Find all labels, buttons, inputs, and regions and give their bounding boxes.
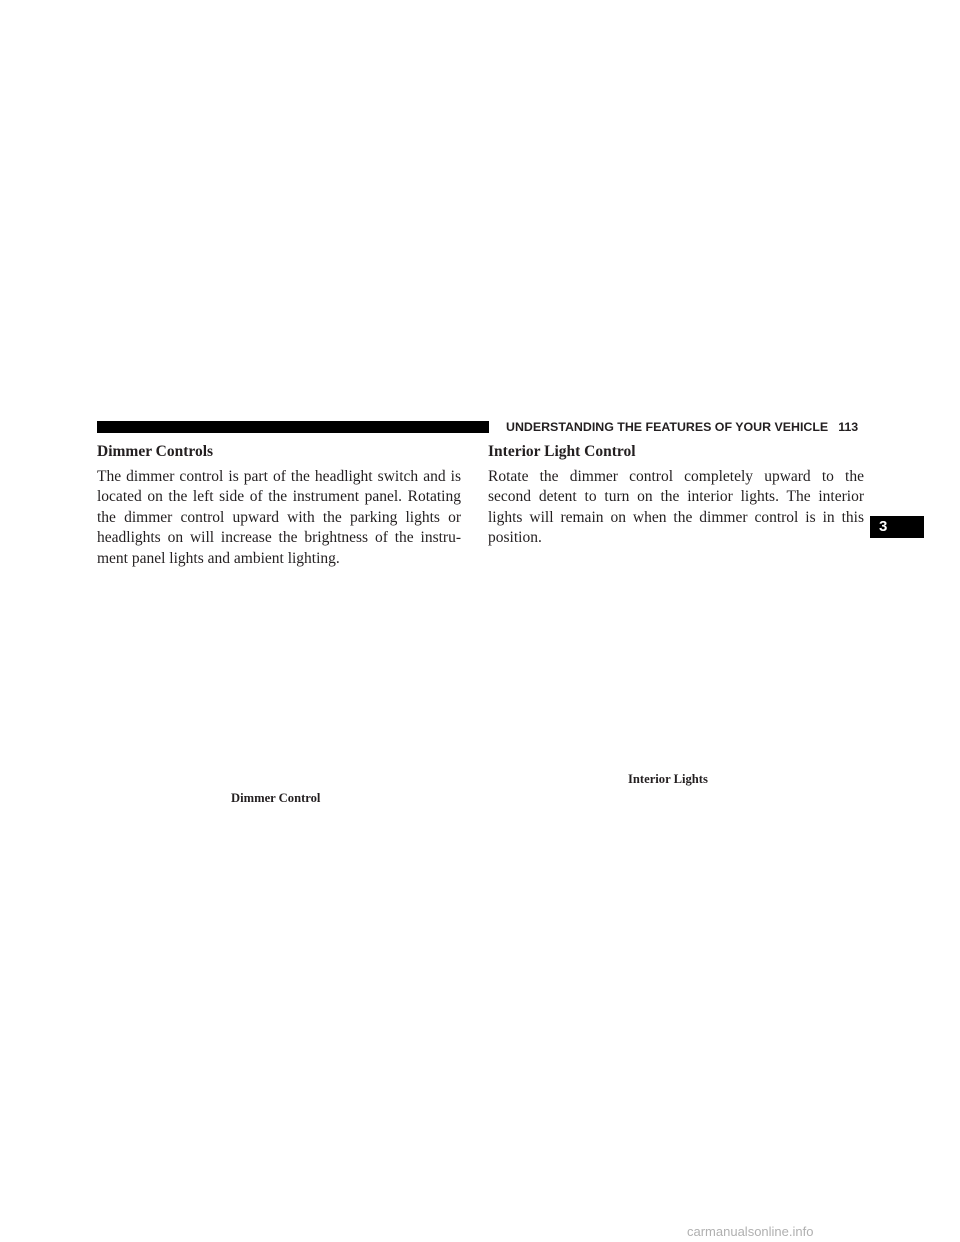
paragraph-line: second detent to turn on the interior lights. The interior — [488, 488, 864, 506]
figure-caption-dimmer-control: Dimmer Control — [231, 791, 321, 805]
paragraph-dimmer-controls — [97, 467, 461, 569]
chapter-tab — [870, 516, 924, 538]
section-title: UNDERSTANDING THE FEATURES OF YOUR VEHICLE — [506, 420, 829, 434]
paragraph-line: headlights on will increase the brightness of the instru- — [97, 529, 461, 547]
watermark-text: carmanualsonline.info — [687, 1224, 814, 1239]
figure-caption-interior-lights: Interior Lights — [628, 772, 708, 786]
page-number: 113 — [838, 420, 859, 434]
heading-interior-light-control: Interior Light Control — [488, 443, 636, 460]
paragraph-line: the dimmer control upward with the parking lights or — [97, 508, 461, 526]
paragraph-interior-light-control — [488, 467, 864, 549]
paragraph-line: ment panel lights and ambient lighting. — [97, 549, 340, 567]
chapter-number: 3 — [879, 518, 888, 535]
paragraph-line: Rotate the dimmer control completely upward to the — [488, 468, 864, 485]
paragraph-line: The dimmer control is part of the headlight switch and is — [97, 468, 461, 485]
paragraph-line: lights will remain on when the dimmer control is in this — [488, 508, 864, 526]
paragraph-line: position. — [488, 529, 542, 547]
header-rule-bar — [97, 421, 489, 433]
heading-dimmer-controls: Dimmer Controls — [97, 443, 214, 460]
paragraph-line: located on the left side of the instrument panel. Rotating — [97, 488, 461, 506]
running-header — [506, 419, 864, 435]
